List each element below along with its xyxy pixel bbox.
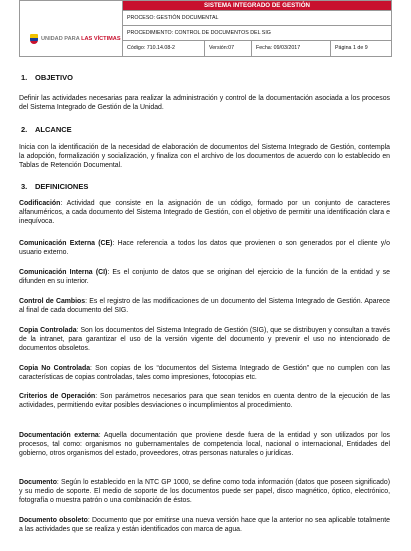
meta-row xyxy=(123,41,391,56)
definition-term: Copia No Controlada xyxy=(19,365,91,372)
procedure-row: PROCEDIMIENTO: CONTROL DE DOCUMENTOS DEL SIG xyxy=(123,26,391,41)
date-cell: Fecha: 09/03/2017 xyxy=(252,41,331,56)
section-title: DEFINICIONES xyxy=(35,182,89,191)
unit-logo xyxy=(41,36,121,42)
definition-term: Documento obsoleto xyxy=(19,517,88,524)
definition-term: Codificación xyxy=(19,200,61,207)
definition-item xyxy=(19,199,390,226)
logo-text-prefix: UNIDAD PARA xyxy=(41,36,82,42)
section-heading-objetivo xyxy=(21,73,73,82)
section-heading-alcance xyxy=(21,125,72,134)
definition-term: Control de Cambios xyxy=(19,298,86,305)
definition-text: : Es el registro de las modificaciones de un documento del Sistema Integrado de Gestión. Aparece al final de cada documento del SIG. xyxy=(19,298,390,314)
objetivo-text: Definir las actividades necesarias para realizar la administración y control de la documentación asociada a los procesos del Sistema Integrado de Gestión de la Unidad. xyxy=(19,95,390,111)
system-title: SISTEMA INTEGRADO DE GESTIÓN xyxy=(123,1,391,11)
document-header xyxy=(19,0,392,57)
definition-term: Documento xyxy=(19,479,57,486)
definition-term: Copia Controlada xyxy=(19,327,77,334)
definition-text: : Según lo establecido en la NTC GP 1000, se define como toda información (datos que poseen significado) y su medio de soporte. El medio de soporte de los documentos puede ser papel, disco magnético, óptico, electrónico, fotografía o muestra patrón o una combinación de éstos. xyxy=(19,479,390,504)
definition-item xyxy=(19,239,390,257)
coat-of-arms-icon xyxy=(30,34,38,44)
section-number: 1. xyxy=(21,73,28,82)
definition-text: : Aquella documentación que proviene desde fuera de la entidad y son utilizados por los procesos, tal como: organismos no gubernamentales de competencia local, nacional o internacional, Entidades del gobierno, otros organismos del estado, proveedores, otras personas naturales o jurídicas. xyxy=(19,432,390,457)
section-number: 3. xyxy=(21,182,28,191)
alcance-text: Inicia con la identificación de la necesidad de elaboración de documentos del Sistema Integrado de Gestión, contempla la adopción, formalización y socialización, y finaliza con el archivo de los documentos de acuerdo con lo establecido en Tablas de Retención Documental. xyxy=(19,144,390,169)
process-row: PROCESO: GESTIÓN DOCUMENTAL xyxy=(123,11,391,26)
section-number: 2. xyxy=(21,125,28,134)
definition-item xyxy=(19,478,390,505)
header-info xyxy=(123,1,391,56)
definition-term: Documentación externa xyxy=(19,432,99,439)
definition-item xyxy=(19,268,390,286)
version-cell: Versión:07 xyxy=(205,41,252,56)
definition-item xyxy=(19,364,390,382)
definition-item xyxy=(19,516,390,534)
section-heading-definiciones xyxy=(21,182,88,191)
definition-text: : Hace referencia a todos los datos que provienen o son generados por el cliente y/o usuario externo. xyxy=(19,240,390,256)
definition-item xyxy=(19,297,390,315)
definition-text: : Son copias de los “documentos del Sistema Integrado de Gestión” que no cumplen con las características de copias controladas, tales como impresiones, fotocopias etc. xyxy=(19,365,390,381)
definition-text: : Son parámetros necesarios para que sean tenidos en cuenta dentro de la ejecución de las actividades, permitiendo evitar posibles desviaciones o incumplimientos al procedimiento. xyxy=(19,393,390,409)
definition-item xyxy=(19,326,390,353)
page-cell: Página 1 de 9 xyxy=(335,45,368,51)
definition-term: Comunicación Interna (CI) xyxy=(19,269,108,276)
definition-term: Comunicación Externa (CE) xyxy=(19,240,113,247)
definition-item xyxy=(19,392,390,410)
section-title: ALCANCE xyxy=(35,125,72,134)
definition-text: : Actividad que consiste en la asignación de un código, formado por un conjunto de caracteres alfanuméricos, a cada documento del Sistema Integrado de Gestión, con el objetivo de permitir una identificación clara e inequívoca. xyxy=(19,200,390,225)
definition-text: : Es el conjunto de datos que se originan del ejercicio de la función de la entidad y se difunden en su interior. xyxy=(19,269,390,285)
definition-text: : Documento que por emitirse una nueva versión hace que la anterior no sea aplicable totalmente a las actividades que se realiza y están identificados con marca de agua. xyxy=(19,517,390,533)
definition-item xyxy=(19,431,390,458)
definition-term: Criterios de Operación xyxy=(19,393,96,400)
logo-text-highlight: LAS VÍCTIMAS xyxy=(81,36,121,42)
section-title: OBJETIVO xyxy=(35,73,73,82)
code-cell: Código: 710.14.08-2 xyxy=(123,41,205,56)
definition-text: : Son los documentos del Sistema Integrado de Gestión (SIG), que se distribuyen y consultan a través de la intranet, para garantizar el uso de la versión vigente del documento y prevenir el uso no intencionado de documentos obsoletos. xyxy=(19,327,390,352)
logo-cell xyxy=(20,1,123,57)
